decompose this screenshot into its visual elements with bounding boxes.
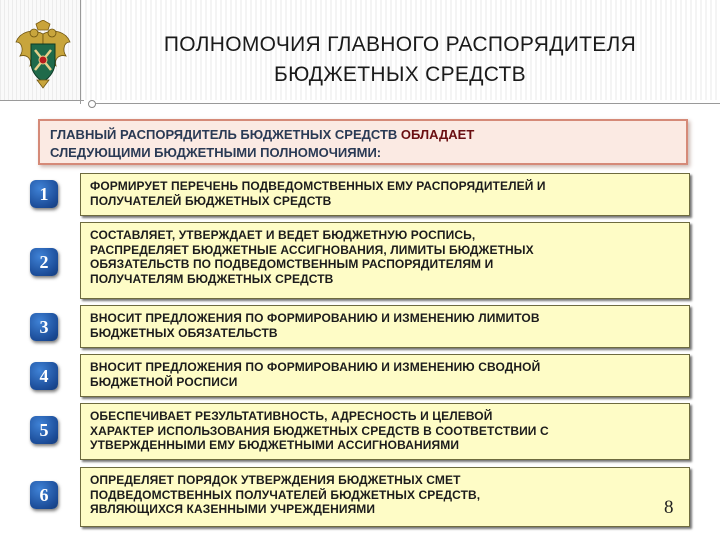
item-text-line: ЯВЛЯЮЩИХСЯ КАЗЕННЫМИ УЧРЕЖДЕНИЯМИ (90, 502, 376, 516)
item-text-line: ВНОСИТ ПРЕДЛОЖЕНИЯ ПО ФОРМИРОВАНИЮ И ИЗМЕНЕНИЮ ЛИМИТОВ (90, 311, 540, 325)
number-badge: 2 (30, 248, 58, 276)
item-text-line: ОБЕСПЕЧИВАЕТ РЕЗУЛЬТАТИВНОСТЬ, АДРЕСНОСТЬ И ЦЕЛЕВОЙ (90, 409, 493, 423)
divider-bullet (88, 100, 96, 108)
item-text-box (80, 467, 690, 527)
title-line-2: БЮДЖЕТНЫХ СРЕДСТВ (274, 63, 526, 86)
header-divider-left (0, 100, 84, 101)
eagle-emblem-icon (14, 20, 72, 90)
title-line-1: ПОЛНОМОЧИЯ ГЛАВНОГО РАСПОРЯДИТЕЛЯ (163, 33, 637, 56)
page-number: 8 (664, 497, 674, 518)
number-badge: 4 (30, 362, 58, 390)
item-text-line: БЮДЖЕТНОЙ РОСПИСИ (90, 374, 238, 389)
item-text-line: ХАРАКТЕР ИСПОЛЬЗОВАНИЯ БЮДЖЕТНЫХ СРЕДСТВ В СООТВЕТСТВИИ С (90, 423, 549, 438)
item-text-box (80, 305, 690, 348)
item-text-box (80, 354, 690, 397)
item-text-line: БЮДЖЕТНЫХ ОБЯЗАТЕЛЬСТВ (90, 325, 278, 340)
item-text-line: РАСПРЕДЕЛЯЕТ БЮДЖЕТНЫЕ АССИГНОВАНИЯ, ЛИМИТЫ БЮДЖЕТНЫХ (90, 242, 534, 257)
item-text-line: ПОДВЕДОМСТВЕННЫХ ПОЛУЧАТЕЛЕЙ БЮДЖЕТНЫХ СРЕДСТВ, (90, 487, 481, 502)
item-text-line: УТВЕРЖДЕННЫМИ ЕМУ БЮДЖЕТНЫМИ АССИГНОВАНИЯМИ (90, 438, 460, 452)
intro-text-accent: ОБЛАДАЕТ (400, 127, 475, 142)
item-text-line: СОСТАВЛЯЕТ, УТВЕРЖДАЕТ И ВЕДЕТ БЮДЖЕТНУЮ РОСПИСЬ, (90, 228, 476, 242)
number-badge: 6 (30, 481, 58, 509)
number-badge: 1 (30, 180, 58, 208)
item-text-box (80, 222, 690, 299)
item-text-line: ОПРЕДЕЛЯЕТ ПОРЯДОК УТВЕРЖДЕНИЯ БЮДЖЕТНЫХ СМЕТ (90, 473, 461, 487)
number-badge: 5 (30, 416, 58, 444)
item-text-line: ФОРМИРУЕТ ПЕРЕЧЕНЬ ПОДВЕДОМСТВЕННЫХ ЕМУ РАСПОРЯДИТЕЛЕЙ И (90, 179, 546, 193)
intro-box (38, 119, 688, 165)
page-title (100, 30, 700, 90)
item-text-line: ОБЯЗАТЕЛЬСТВ ПО ПОДВЕДОМСТВЕННЫМ РАСПОРЯДИТЕЛЯМ И (90, 257, 494, 271)
item-text-box (80, 173, 690, 216)
number-badge: 3 (30, 313, 58, 341)
intro-text-line2: СЛЕДУЮЩИМИ БЮДЖЕТНЫМИ ПОЛНОМОЧИЯМИ: (50, 145, 382, 160)
item-text-box (80, 403, 690, 460)
item-text-line: ВНОСИТ ПРЕДЛОЖЕНИЯ ПО ФОРМИРОВАНИЮ И ИЗМЕНЕНИЮ СВОДНОЙ (90, 360, 541, 374)
item-text-line: ПОЛУЧАТЕЛЯМ БЮДЖЕТНЫХ СРЕДСТВ (90, 271, 334, 286)
intro-text-main: ГЛАВНЫЙ РАСПОРЯДИТЕЛЬ БЮДЖЕТНЫХ СРЕДСТВ (50, 127, 401, 142)
header-divider-vertical (80, 0, 81, 104)
header-divider-right (96, 103, 720, 104)
item-text-line: ПОЛУЧАТЕЛЕЙ БЮДЖЕТНЫХ СРЕДСТВ (90, 193, 332, 208)
